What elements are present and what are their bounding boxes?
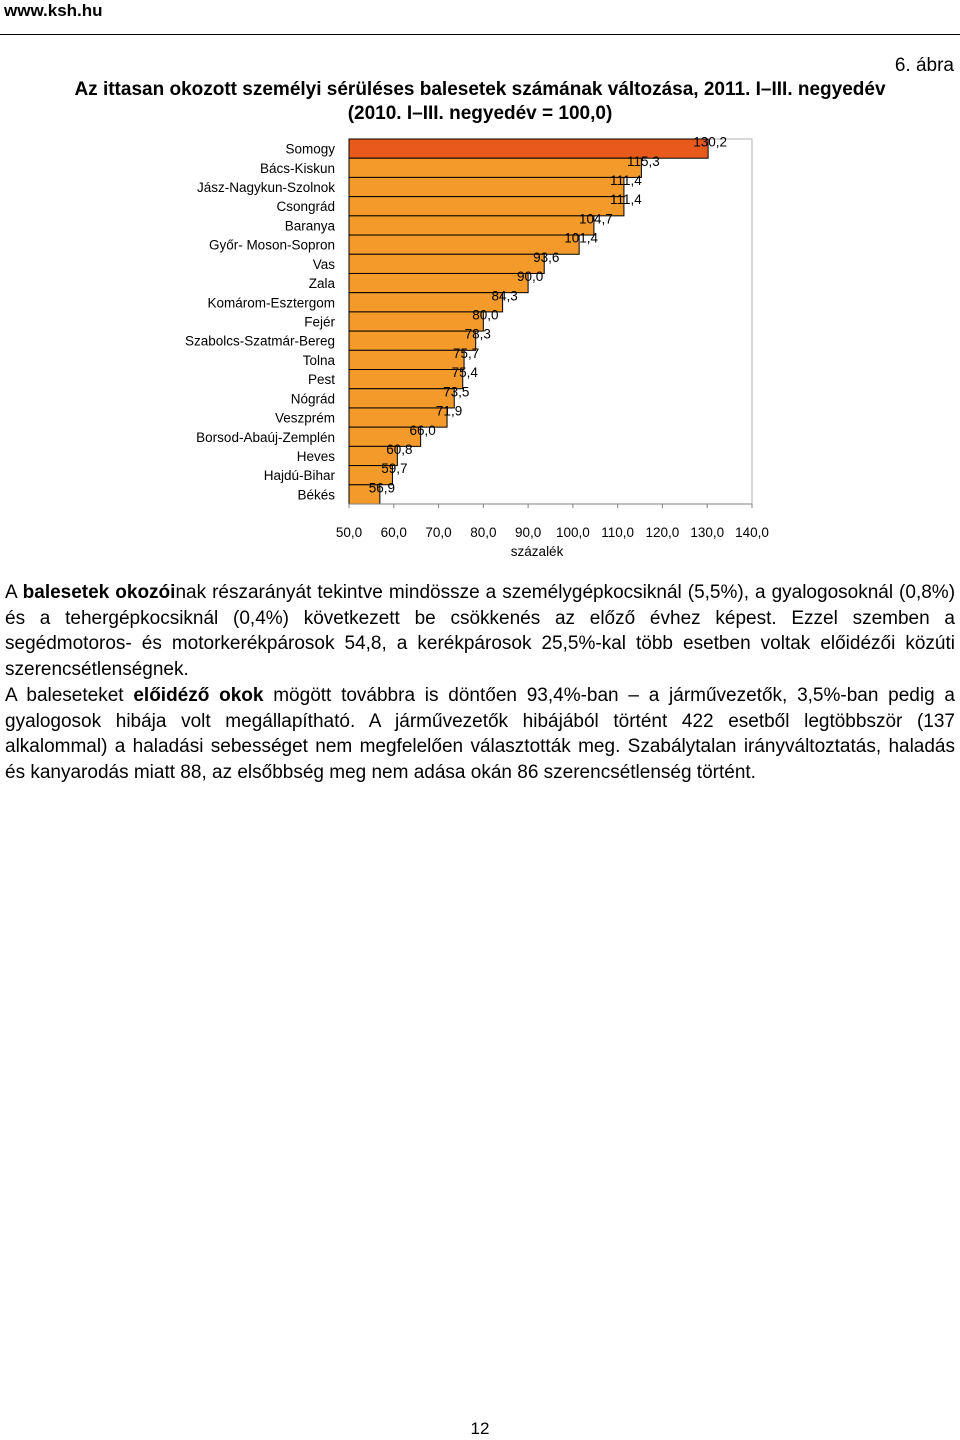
x-tick-label: 70,0: [425, 525, 452, 540]
category-label: Komárom-Esztergom: [207, 295, 335, 311]
category-label: Békés: [297, 487, 335, 503]
data-label: 71,9: [435, 403, 463, 419]
p1-bold-balesetek: balesetek: [22, 582, 110, 603]
category-label: Nógrád: [290, 391, 335, 407]
category-label: Somogy: [285, 141, 335, 157]
category-label: Szabolcs-Szatmár-Bereg: [184, 333, 335, 349]
bar-chart: [0, 130, 960, 565]
data-label: 60,8: [386, 441, 413, 457]
figure-number: 6. ábra: [894, 55, 954, 76]
category-label: Heves: [296, 448, 335, 464]
bar-5: [349, 216, 594, 235]
x-tick-label: 50,0: [335, 525, 363, 540]
category-label: Pest: [307, 372, 335, 388]
category-label: Vas: [312, 256, 335, 272]
data-label: 90,0: [516, 269, 544, 285]
header-divider: [0, 34, 960, 35]
bar-7: [349, 254, 544, 273]
x-tick-label: 90,0: [514, 525, 542, 540]
data-label: 84,3: [491, 288, 518, 304]
p1-bold-okozoi: okozói: [115, 582, 176, 603]
category-label: Jász-Nagykun-Szolnok: [196, 180, 335, 196]
page-number: 12: [470, 1419, 490, 1438]
data-label: 115,3: [627, 153, 660, 169]
body-text: [5, 580, 955, 786]
bar-10: [349, 312, 483, 331]
x-tick-label: 140,0: [735, 525, 769, 540]
x-tick-label: 60,0: [380, 525, 407, 540]
p2-text-start: A baleseteket: [5, 684, 134, 706]
data-label: 56,9: [368, 480, 396, 496]
data-label: 93,6: [533, 249, 560, 265]
category-label: Csongrád: [276, 199, 335, 215]
data-label: 80,0: [472, 307, 499, 323]
data-label: 73,5: [443, 384, 470, 400]
category-label: Fejér: [304, 314, 335, 330]
data-label: 75,4: [451, 365, 478, 381]
x-tick-label: 130,0: [690, 525, 725, 540]
bar-3: [349, 177, 624, 196]
category-label: Borsod-Abaúj-Zemplén: [196, 429, 335, 445]
site-link[interactable]: www.ksh.hu: [4, 1, 103, 20]
category-label: Bács-Kiskun: [259, 160, 335, 176]
x-tick-label: 110,0: [601, 525, 635, 540]
data-label: 78,3: [464, 326, 491, 342]
data-label: 130,2: [693, 134, 728, 150]
category-label: Baranya: [284, 218, 335, 234]
data-label: 101,4: [564, 230, 599, 246]
bar-2: [349, 158, 641, 177]
p2-bold-eloidezo-okok: előidéző okok: [133, 684, 264, 706]
figure-title-line-1: Az ittasan okozott személyi sérüléses balesetek számának változása, 2011. I–III. negyedév: [74, 79, 886, 100]
data-label: 104,7: [579, 211, 613, 227]
x-tick-label: 80,0: [470, 525, 497, 540]
bar-12: [349, 350, 464, 369]
p2-text-rest: mögött továbbra is döntően 93,4%-ban – a járművezetők, 3,5%-ban pedig a gyalogosok hibája volt megállapítható. A járművezetők hibájából történt 422 esetből legtöbbször (137 alkalommal) a haladási sebességet nem megfelelően választották meg. Szabálytalan irányváltoztatás, haladás és kanyarodás miatt 88, az elsőbbség meg nem adása okán 86 szerencsétlenség történt.: [5, 684, 955, 783]
data-label: 111,4: [610, 192, 642, 208]
category-label: Tolna: [302, 352, 335, 368]
data-label: 75,7: [452, 345, 480, 361]
figure-title: [0, 78, 960, 126]
data-label: 66,0: [409, 422, 436, 438]
figure-title-line-2: (2010. I–III. negyedév = 100,0): [347, 103, 613, 124]
category-label: Veszprém: [274, 410, 335, 426]
category-label: Győr- Moson-Sopron: [208, 237, 335, 253]
paragraph-1: [5, 580, 955, 683]
data-label: 111,4: [610, 173, 642, 189]
x-tick-label: 120,0: [645, 525, 680, 540]
p1-text-rest: nak részarányát tekintve mindössze a személygépkocsiknál (5,5%), a gyalogosoknál (0,8%) és a tehergépkocsiknál (0,4%) következett be csökkenés az előző évhez képest. Ezzel szemben a segédmotoros- és motorkerékpárosok 54,8, a kerékpárosok 25,5%-kal több esetben voltak előidézői közúti szerencsétlenségnek.: [5, 582, 956, 681]
x-axis-title: százalék: [510, 544, 564, 559]
category-label: Hajdú-Bihar: [263, 468, 335, 484]
x-tick-label: 100,0: [555, 525, 590, 540]
p1-text-start: A: [5, 582, 23, 603]
category-label: Zala: [308, 276, 335, 292]
data-label: 59,7: [381, 461, 408, 477]
paragraph-2: [5, 683, 955, 786]
